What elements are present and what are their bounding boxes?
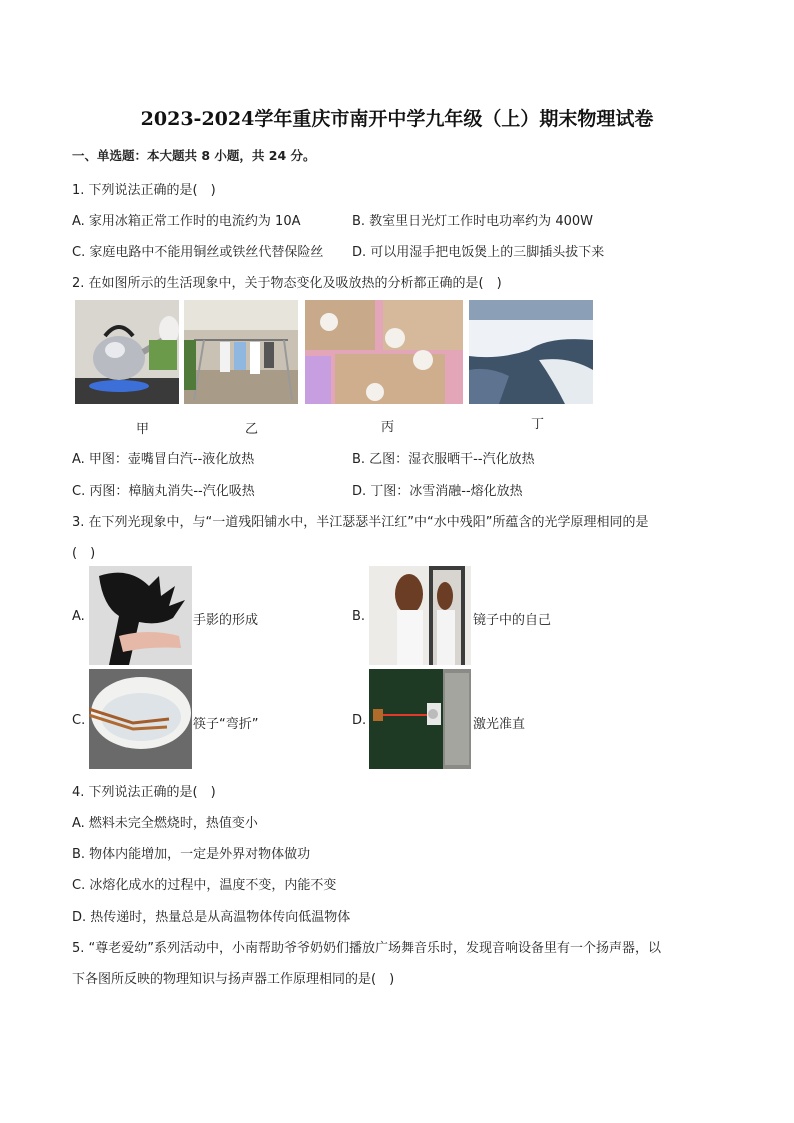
q1-option-b: B. 教室里日光灯工作时电功率约为 400W: [352, 214, 593, 229]
q3-stem-line1: 3. 在下列光现象中，与“一道残阳铺水中，半江瑟瑟半江红”中“水中残阳”所蕴含的光学原理相同的是: [72, 515, 649, 530]
q3-option-c-letter: C.: [72, 713, 86, 728]
q2-option-d: D. 丁图：冰雪消融--熔化放热: [352, 484, 523, 499]
q3-option-d-text: 激光准直: [473, 717, 526, 732]
page-title: 2023-2024学年重庆市南开中学九年级（上）期末物理试卷: [140, 108, 654, 130]
q2-option-c: C. 丙图：樟脑丸消失--汽化吸热: [72, 484, 255, 499]
q4-option-d: D. 热传递时，热量总是从高温物体传向低温物体: [72, 910, 351, 925]
q3-option-a-letter: A.: [72, 609, 85, 624]
q2-option-a: A. 甲图：壶嘴冒白汽--液化放热: [72, 452, 255, 467]
laser-wall-photo: [369, 669, 471, 769]
q1-option-a: A. 家用冰箱正常工作时的电流约为 10A: [72, 214, 301, 229]
q2-option-b: B. 乙图：湿衣服晒干--汽化放热: [352, 452, 535, 467]
q4-option-c: C. 冰熔化成水的过程中，温度不变，内能不变: [72, 878, 337, 893]
chopsticks-bowl-photo: [89, 669, 192, 769]
q3-option-c-text: 筷子“弯折”: [193, 717, 259, 732]
kettle-steam-photo: [75, 300, 179, 404]
mirror-girl-photo: [369, 566, 471, 665]
q3-option-a-text: 手影的形成: [193, 613, 259, 628]
q5-stem-line1: 5. “尊老爱幼”系列活动中，小南帮助爷爷奶奶们播放广场舞音乐时，发现音响设备里有一个扬声器，以: [72, 941, 662, 956]
q3-option-d-letter: D.: [352, 713, 367, 728]
snow-ice-river-photo: [469, 300, 593, 404]
q5-stem-line2: 下各图所反映的物理知识与扬声器工作原理相同的是( ): [72, 972, 395, 987]
section-heading: 一、单选题：本大题共 8 小题，共 24 分。: [72, 148, 316, 163]
clothes-rack-photo: [184, 300, 298, 404]
q3-option-b-letter: B.: [352, 609, 366, 624]
q1-stem: 1. 下列说法正确的是( ): [72, 183, 216, 198]
caption-ding: 丁: [531, 417, 545, 432]
q1-option-d: D. 可以用湿手把电饭煲上的三脚插头拔下来: [352, 245, 605, 260]
q4-option-a: A. 燃料未完全燃烧时，热值变小: [72, 816, 258, 831]
caption-yi: 乙: [245, 422, 259, 437]
caption-bing: 丙: [381, 420, 395, 435]
q4-option-b: B. 物体内能增加，一定是外界对物体做功: [72, 847, 311, 862]
q3-stem-line2: ( ): [72, 546, 96, 561]
q4-stem: 4. 下列说法正确的是( ): [72, 785, 216, 800]
q2-stem: 2. 在如图所示的生活现象中，关于物态变化及吸放热的分析都正确的是( ): [72, 276, 502, 291]
q1-option-c: C. 家庭电路中不能用铜丝或铁丝代替保险丝: [72, 245, 324, 260]
hand-shadow-photo: [89, 566, 192, 665]
mothballs-photo: [305, 300, 463, 404]
caption-jia: 甲: [136, 422, 150, 437]
q3-option-b-text: 镜子中的自己: [473, 613, 552, 628]
